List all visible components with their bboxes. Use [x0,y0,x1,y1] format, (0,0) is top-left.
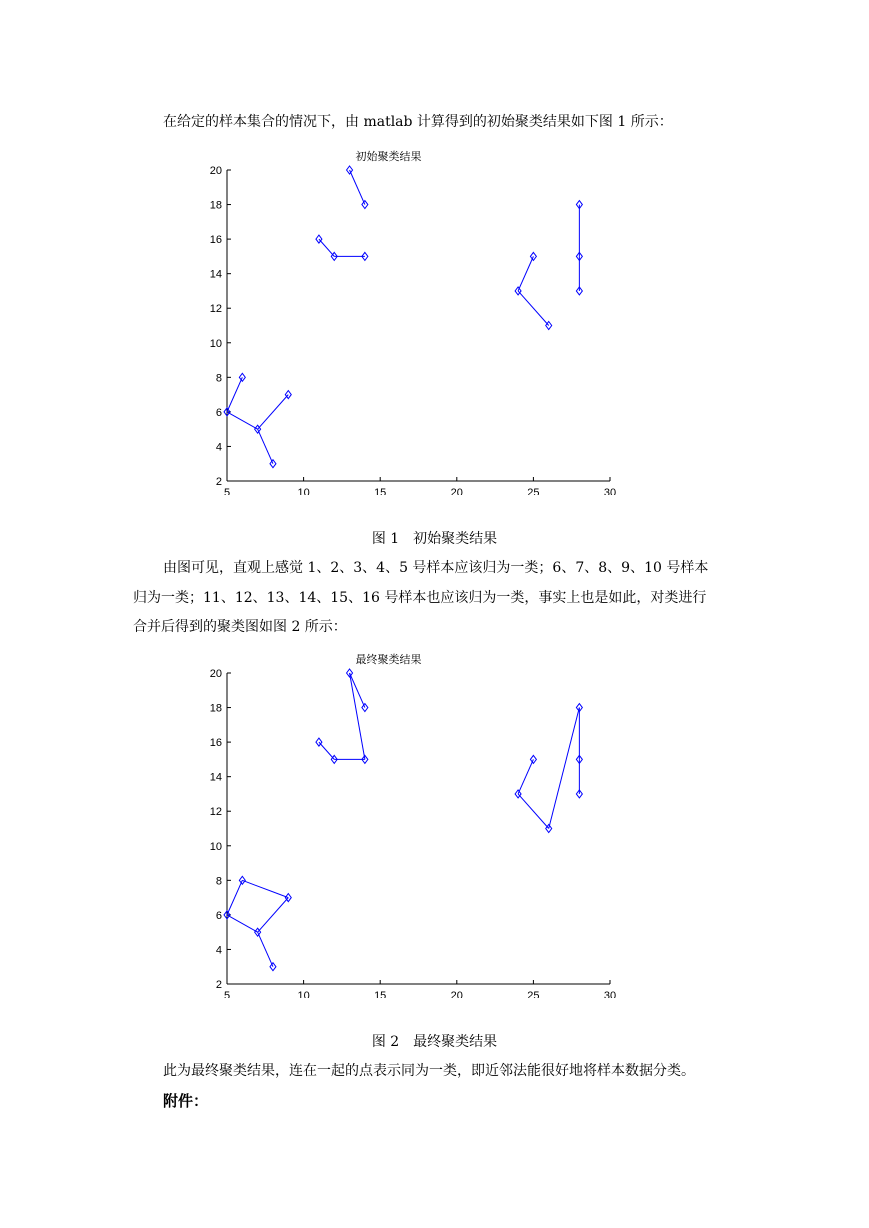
cluster-link [258,395,289,430]
cluster-link [258,429,273,464]
figure-2-caption: 图 2 最终聚类结果 [371,1034,498,1050]
cluster-link [227,880,242,915]
y-tick-label: 12 [209,303,222,316]
data-point-marker [239,373,245,381]
cluster-link [518,794,549,829]
analysis-line-1: 由图可见，直观上感觉 1、2、3、4、5 号样本应该归为一类；6、7、8、9、10 号样本 [163,560,709,576]
cluster-link [319,742,334,759]
conclusion-paragraph: 此为最终聚类结果，连在一起的点表示同为一类，即近邻法能很好地将样本数据分类。 [163,1063,695,1079]
y-tick-label: 4 [215,944,222,957]
y-tick-label: 2 [215,476,222,488]
x-tick-label: 25 [527,487,540,495]
y-tick-label: 2 [215,979,222,991]
appendix-heading: 附件： [163,1092,209,1110]
x-tick-label: 30 [603,990,617,998]
x-tick-label: 5 [223,487,231,495]
y-tick-label: 18 [209,702,222,715]
cluster-link [350,673,365,759]
y-tick-label: 14 [209,771,222,784]
y-tick-label: 8 [215,372,222,385]
y-tick-label: 18 [209,199,222,212]
analysis-line-3: 合并后得到的聚类图如图 2 所示： [133,619,347,635]
x-tick-label: 5 [223,990,231,998]
chart-title: 初始聚类结果 [355,151,422,163]
y-tick-label: 6 [215,909,222,922]
x-tick-label: 20 [450,487,463,495]
data-point-marker [530,252,536,260]
x-tick-label: 20 [450,990,463,998]
analysis-line-2: 归为一类；11、12、13、14、15、16 号样本也应该归为一类，事实上也是如此，对类进行 [133,590,707,606]
initial-clustering-chart [195,145,635,495]
cluster-link [350,673,365,708]
y-tick-label: 12 [209,806,222,819]
cluster-link [518,256,533,291]
y-tick-label: 8 [215,875,222,888]
figure-1-caption: 图 1 初始聚类结果 [371,531,498,547]
final-clustering-chart [195,648,635,998]
cluster-link [319,239,334,256]
y-tick-label: 14 [209,268,222,281]
x-tick-label: 25 [527,990,540,998]
y-tick-label: 4 [215,441,222,454]
x-tick-label: 10 [297,990,310,998]
cluster-link [227,377,242,412]
x-tick-label: 15 [374,487,387,495]
cluster-link [518,291,549,326]
cluster-link [227,915,258,932]
cluster-link [242,880,288,897]
cluster-link [258,898,289,933]
x-tick-label: 10 [297,487,310,495]
y-tick-label: 20 [209,165,222,177]
y-tick-label: 10 [209,337,222,350]
x-tick-label: 15 [374,990,387,998]
y-tick-label: 10 [209,840,222,853]
chart-title: 最终聚类结果 [355,654,422,666]
y-tick-label: 6 [215,406,222,419]
intro-paragraph: 在给定的样本集合的情况下，由 matlab 计算得到的初始聚类结果如下图 1 所示： [163,114,673,130]
cluster-link [258,932,273,967]
cluster-link [350,170,365,205]
x-tick-label: 30 [603,487,617,495]
y-tick-label: 20 [209,668,222,680]
cluster-link [549,708,580,829]
y-tick-label: 16 [209,234,222,247]
cluster-link [518,759,533,794]
y-tick-label: 16 [209,737,222,750]
cluster-link [227,412,258,429]
